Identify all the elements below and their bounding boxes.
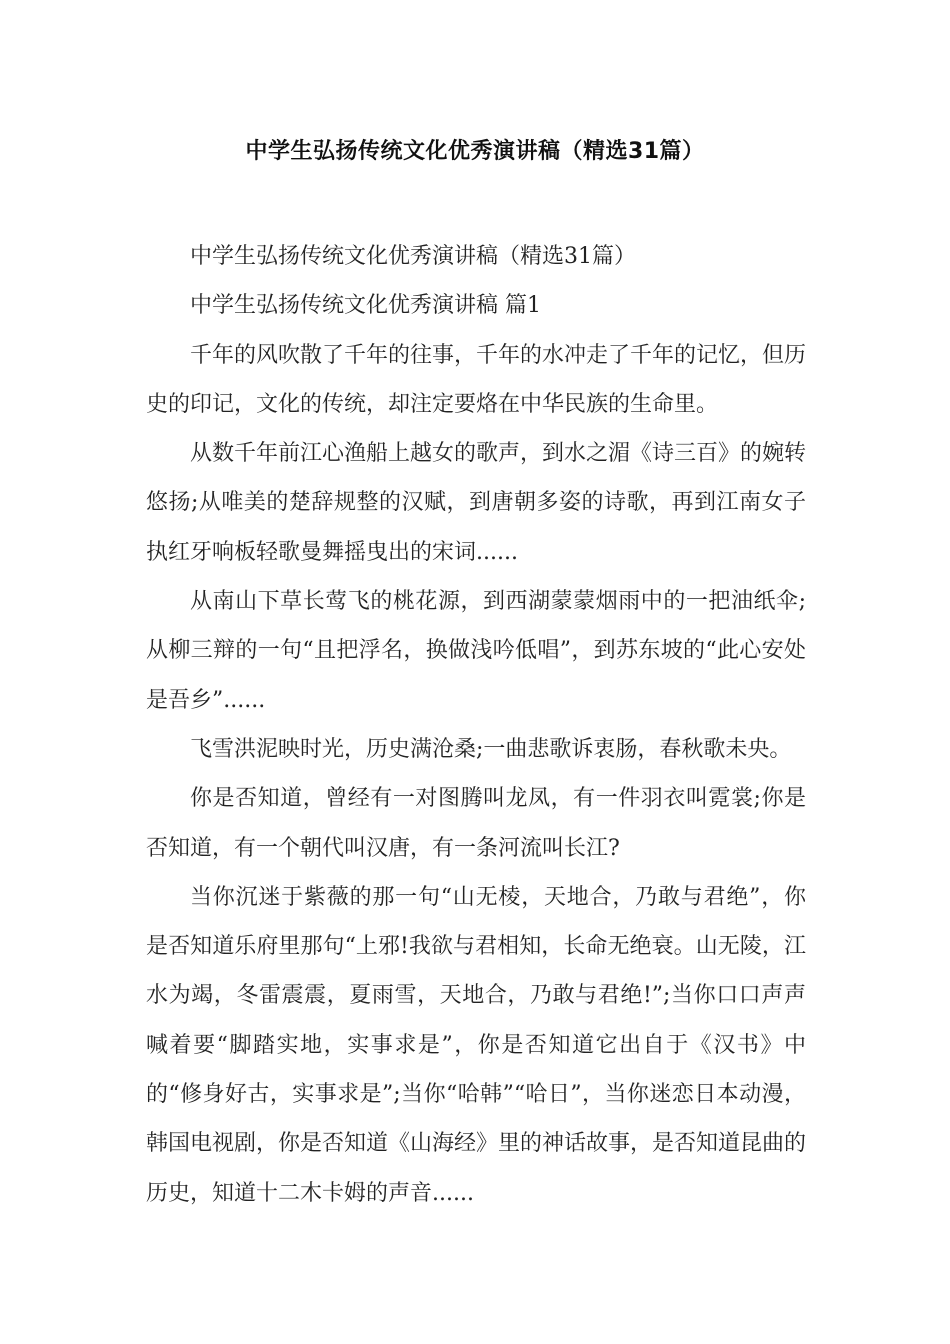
document-body [146, 232, 806, 1218]
section-heading: 中学生弘扬传统文化优秀演讲稿 篇1 [190, 293, 541, 319]
body-paragraph: 飞雪洪泥映时光，历史满沧桑;一曲悲歌诉衷肠，春秋歌未央。 [190, 736, 792, 762]
body-paragraph: 从南山下草长莺飞的桃花源，到西湖蒙蒙烟雨中的一把油纸伞;从柳三辩的一句“且把浮名，换做浅吟低唱”，到苏东坡的“此心安处是吾乡”...... [146, 589, 806, 713]
body-paragraph: 从数千年前江心渔船上越女的歌声，到水之湄《诗三百》的婉转悠扬;从唯美的楚辞规整的汉赋，到唐朝多姿的诗歌，再到江南女子执红牙响板轻歌曼舞摇曳出的宋词...... [146, 441, 807, 565]
body-paragraph: 你是否知道，曾经有一对图腾叫龙凤，有一件羽衣叫霓裳;你是否知道，有一个朝代叫汉唐，有一条河流叫长江? [146, 786, 806, 861]
document-title: 中学生弘扬传统文化优秀演讲稿（精选31篇） [245, 139, 705, 164]
body-paragraph: 当你沉迷于紫薇的那一句“山无棱，天地合，乃敢与君绝”，你是否知道乐府里那句“上邪!我欲与君相知，长命无绝衰。山无陵，江水为竭，冬雷震震，夏雨雪，天地合，乃敢与君绝!”;当你口口声声喊着要“脚踏实地，实事求是”，你是否知道它出自于《汉书》中的“修身好古，实事求是”;当你“哈韩”“哈日”，当你迷恋日本动漫，韩国电视剧，你是否知道《山海经》里的神话故事，是否知道昆曲的历史，知道十二木卡姆的声音...... [146, 884, 807, 1206]
subtitle-paragraph: 中学生弘扬传统文化优秀演讲稿（精选31篇） [190, 244, 636, 269]
body-paragraph: 千年的风吹散了千年的往事，千年的水冲走了千年的记忆，但历史的印记，文化的传统，却注定要烙在中华民族的生命里。 [146, 342, 807, 417]
